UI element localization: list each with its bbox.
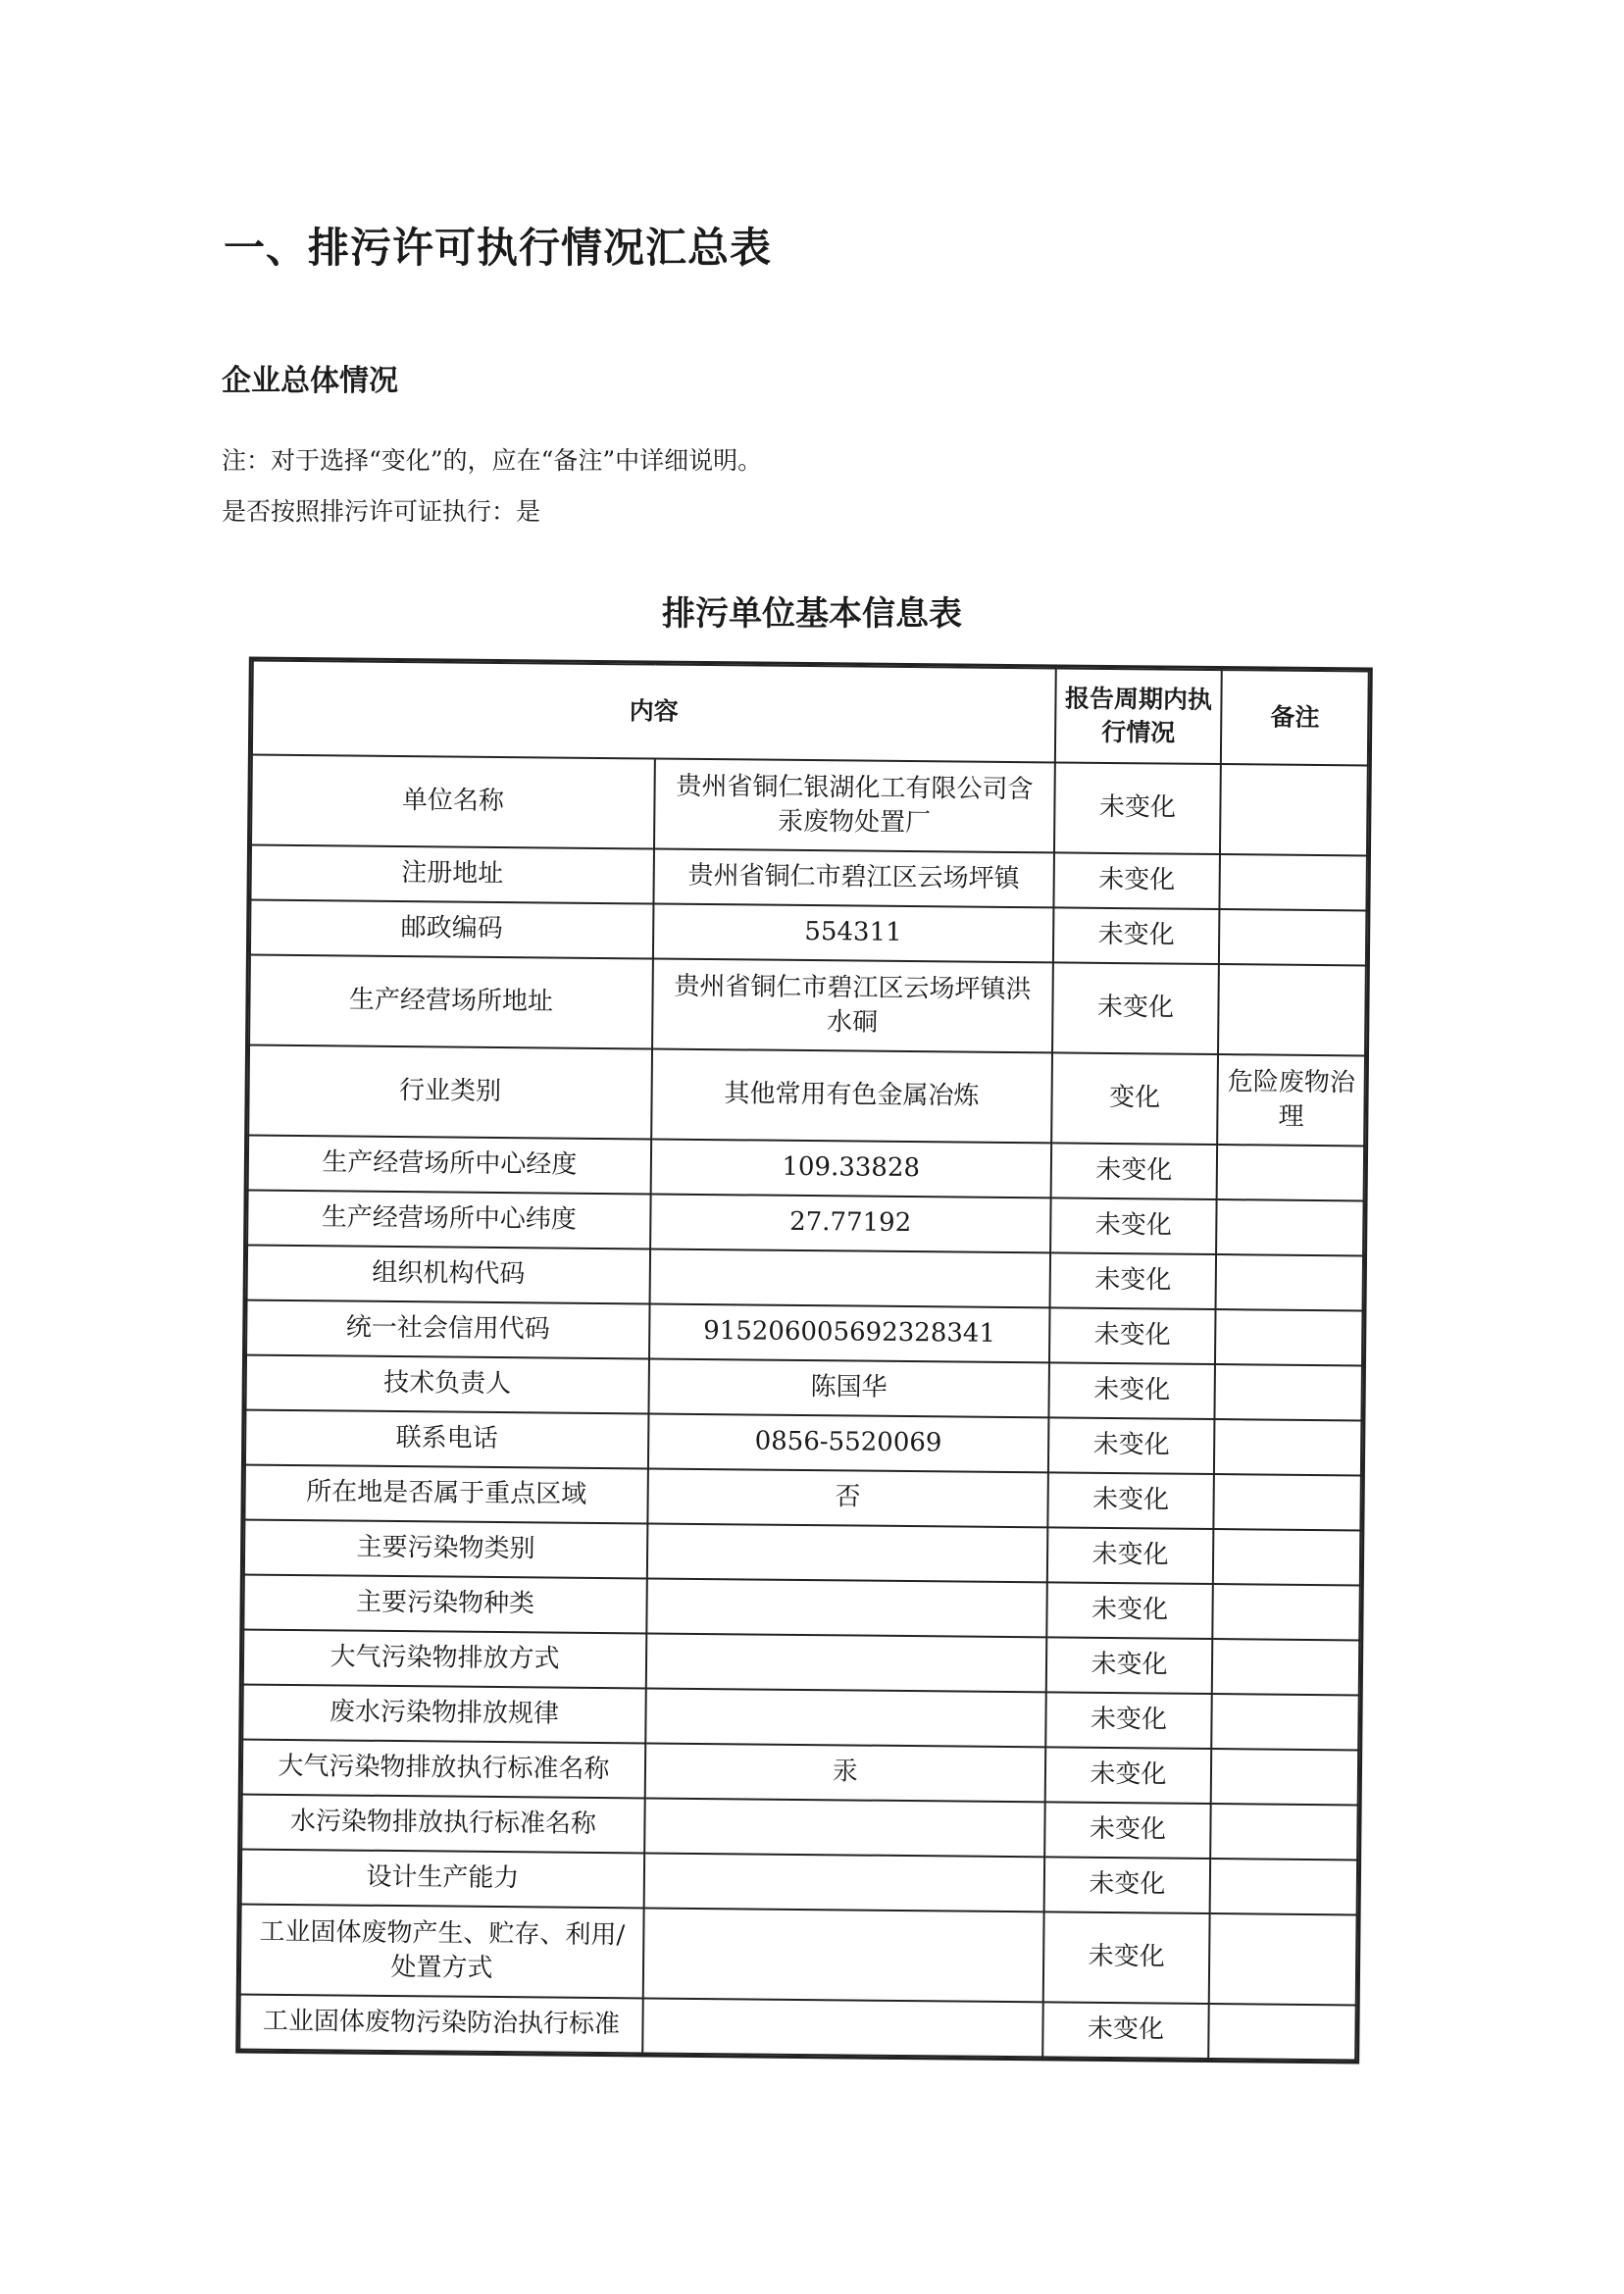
cell-item: 统一社会信用代码: [246, 1300, 649, 1359]
cell-status: 变化: [1051, 1052, 1218, 1145]
cell-remark: [1211, 1749, 1358, 1805]
cell-status: 未变化: [1044, 1802, 1211, 1859]
cell-item: 单位名称: [251, 755, 655, 849]
cell-status: 未变化: [1044, 1747, 1211, 1804]
note-text: 注：对于选择“变化”的，应在“备注”中详细说明。: [222, 446, 763, 475]
cell-value: [643, 1908, 1044, 2002]
cell-status: 未变化: [1048, 1417, 1215, 1474]
cell-remark: [1213, 1584, 1360, 1640]
cell-remark: [1219, 909, 1366, 965]
execution-status-text: 是否按照排污许可证执行：是: [222, 497, 541, 526]
cell-status: 未变化: [1049, 1252, 1216, 1309]
cell-item: 联系电话: [245, 1410, 648, 1469]
table-title: 排污单位基本信息表: [662, 594, 962, 634]
cell-remark: [1212, 1639, 1359, 1695]
cell-remark: 危险废物治理: [1217, 1054, 1365, 1146]
table-row: [239, 1995, 1355, 2061]
cell-value: [642, 1998, 1042, 2057]
cell-item: 设计生产能力: [241, 1850, 644, 1909]
cell-remark: [1215, 1309, 1362, 1365]
cell-item: 注册地址: [250, 845, 653, 904]
table-row: [248, 1045, 1365, 1147]
cell-status: 未变化: [1045, 1637, 1212, 1694]
cell-value: [645, 1688, 1045, 1747]
cell-remark: [1214, 1419, 1361, 1475]
cell-status: 未变化: [1042, 1912, 1209, 2004]
cell-value: [647, 1523, 1047, 1582]
cell-value: 贵州省铜仁市碧江区云场坪镇: [653, 849, 1053, 908]
cell-value: 否: [647, 1468, 1047, 1527]
cell-value: 0856-5520069: [648, 1413, 1048, 1472]
cell-status: 未变化: [1052, 962, 1219, 1054]
cell-value: 汞: [645, 1743, 1045, 1802]
cell-item: 技术负责人: [245, 1355, 648, 1414]
cell-value: 109.33828: [651, 1139, 1051, 1198]
cell-remark: [1220, 854, 1367, 910]
cell-remark: [1210, 1859, 1357, 1914]
cell-item: 废水污染物排放规律: [242, 1685, 645, 1744]
cell-status: 未变化: [1045, 1692, 1212, 1749]
cell-remark: [1214, 1474, 1361, 1530]
cell-item: 水污染物排放执行标准名称: [241, 1795, 644, 1854]
cell-status: 未变化: [1054, 762, 1221, 854]
cell-status: 未变化: [1042, 2002, 1209, 2059]
cell-item: 生产经营场所中心纬度: [247, 1191, 650, 1249]
cell-status: 未变化: [1050, 1198, 1217, 1254]
table-row: [251, 755, 1368, 856]
table-body: [239, 755, 1368, 2061]
cell-remark: [1220, 764, 1368, 855]
cell-item: 工业固体废物污染防治执行标准: [239, 1995, 642, 2054]
cell-value: [646, 1578, 1046, 1637]
cell-status: 未变化: [1048, 1362, 1215, 1419]
cell-status: 未变化: [1049, 1307, 1216, 1364]
table-row: [240, 1905, 1357, 2006]
cell-remark: [1208, 2004, 1355, 2060]
table-row: [249, 955, 1366, 1056]
cell-value: 554311: [653, 904, 1053, 963]
cell-remark: [1217, 1145, 1364, 1200]
cell-remark: [1212, 1694, 1359, 1750]
cell-status: 未变化: [1053, 852, 1220, 909]
cell-item: 工业固体废物产生、贮存、利用/处置方式: [240, 1905, 644, 1999]
cell-value: [650, 1249, 1050, 1307]
cell-remark: [1215, 1364, 1362, 1420]
cell-status: 未变化: [1053, 907, 1220, 964]
cell-status: 未变化: [1046, 1582, 1213, 1639]
cell-value: 27.77192: [650, 1194, 1050, 1252]
cell-item: 主要污染物种类: [243, 1575, 646, 1634]
cell-status: 未变化: [1047, 1527, 1214, 1584]
cell-value: 贵州省铜仁市碧江区云场坪镇洪水硐: [652, 959, 1053, 1053]
cell-item: 大气污染物排放执行标准名称: [242, 1740, 645, 1799]
cell-item: 组织机构代码: [247, 1246, 650, 1304]
cell-item: 主要污染物类别: [244, 1520, 647, 1579]
cell-value: [646, 1633, 1046, 1692]
cell-item: 邮政编码: [250, 900, 653, 959]
cell-remark: [1209, 1913, 1357, 2005]
cell-status: 未变化: [1043, 1857, 1210, 1913]
cell-remark: [1216, 1254, 1363, 1310]
basic-info-table: [238, 660, 1370, 2062]
header-status: 报告周期内执行情况: [1055, 668, 1223, 764]
cell-item: 行业类别: [248, 1045, 652, 1140]
cell-status: 未变化: [1047, 1472, 1214, 1529]
header-remarks: 备注: [1221, 670, 1369, 765]
cell-item: 大气污染物排放方式: [243, 1630, 646, 1689]
cell-remark: [1210, 1804, 1357, 1860]
cell-item: 所在地是否属于重点区域: [244, 1465, 647, 1524]
cell-value: [644, 1853, 1044, 1912]
cell-item: 生产经营场所中心经度: [248, 1136, 651, 1195]
section-title: 企业总体情况: [222, 364, 398, 398]
page-title: 一、排污许可执行情况汇总表: [224, 224, 773, 272]
cell-value: 贵州省铜仁银湖化工有限公司含汞废物处置厂: [654, 759, 1055, 853]
cell-value: 其他常用有色金属冶炼: [651, 1048, 1052, 1143]
cell-remark: [1218, 964, 1366, 1055]
cell-value: [644, 1798, 1044, 1857]
cell-value: 陈国华: [648, 1358, 1048, 1417]
cell-value: 915206005692328341: [649, 1303, 1049, 1362]
cell-status: 未变化: [1050, 1143, 1217, 1199]
cell-item: 生产经营场所地址: [249, 955, 653, 1049]
cell-remark: [1216, 1199, 1363, 1255]
table-header-row: [252, 661, 1369, 766]
cell-remark: [1213, 1529, 1360, 1585]
header-content: 内容: [252, 661, 1056, 763]
